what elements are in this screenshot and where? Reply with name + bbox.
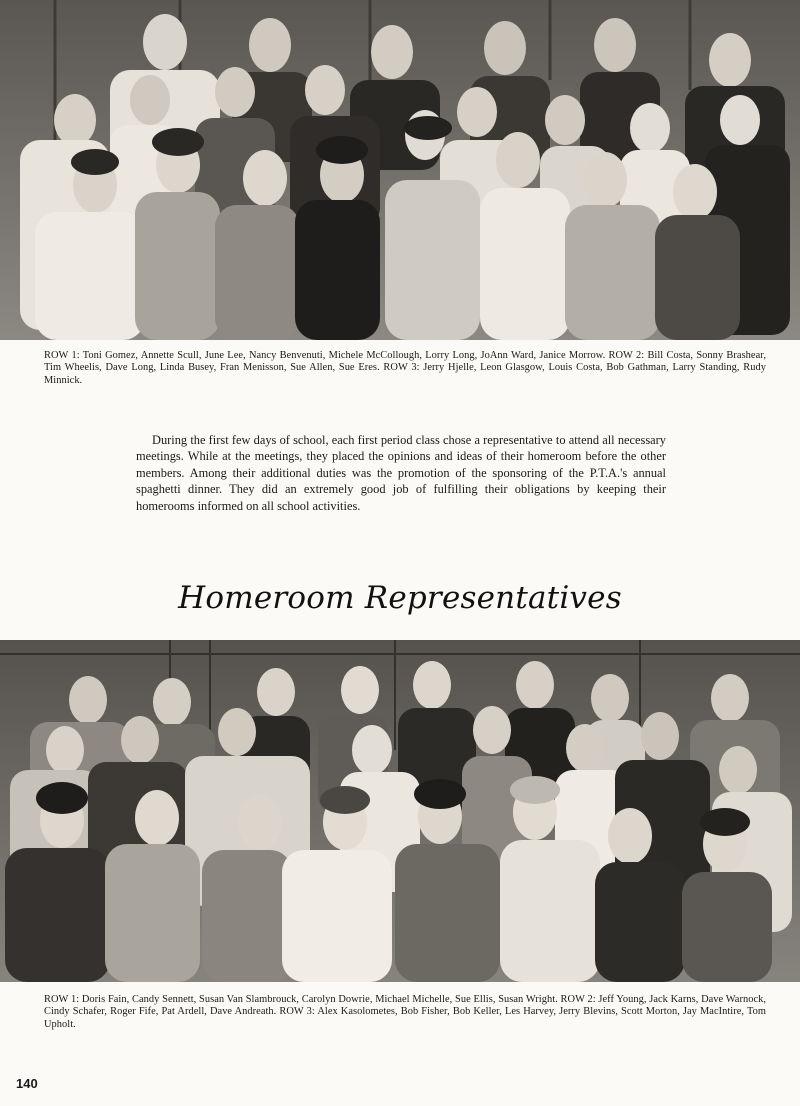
page-number: 140: [16, 1076, 38, 1091]
bottom-photo-caption: ROW 1: Doris Fain, Candy Sennett, Susan Van Slambrouck, Carolyn Dowrie, Michael Michelle, Sue Ellis, Susan Wright. ROW 2: Jeff Young, Jack Karns, Dave Warnock, Cindy Schafer, Roger Fife, Pat Ardell, Dave Andreath. ROW 3: Alex Kasolometes, Bob Fisher, Bob Keller, Les Harvey, Jerry Blevins, Scott Morton, Jay MacIntire, Tom Upholt.: [44, 994, 766, 1030]
section-title: Homeroom Representatives: [178, 580, 622, 616]
top-group-photo: [0, 0, 800, 340]
top-group-photo-figures: [0, 0, 800, 340]
bottom-group-photo-figures: [0, 640, 800, 982]
bottom-group-photo: [0, 640, 800, 982]
body-paragraph: During the first few days of school, each first period class chose a representative to attend all necessary meetings. While at the meetings, they placed the opinions and ideas of their homeroom before the other members. Among their additional duties was the promotion of the sponsoring of the P.T.A.'s annual spaghetti dinner. They did an extremely good job of fulfilling their obligations by keeping their homerooms informed on all school activities.: [136, 433, 666, 513]
top-photo-caption: ROW 1: Toni Gomez, Annette Scull, June Lee, Nancy Benvenuti, Michele McCollough, Lorry Long, JoAnn Ward, Janice Morrow. ROW 2: Bill Costa, Sonny Brashear, Tim Wheelis, Dave Long, Linda Busey, Fran Menisson, Sue Allen, Sue Eres. ROW 3: Jerry Hjelle, Leon Glasgow, Louis Costa, Bob Gathman, Larry Standing, Rudy Minnick.: [44, 350, 766, 386]
